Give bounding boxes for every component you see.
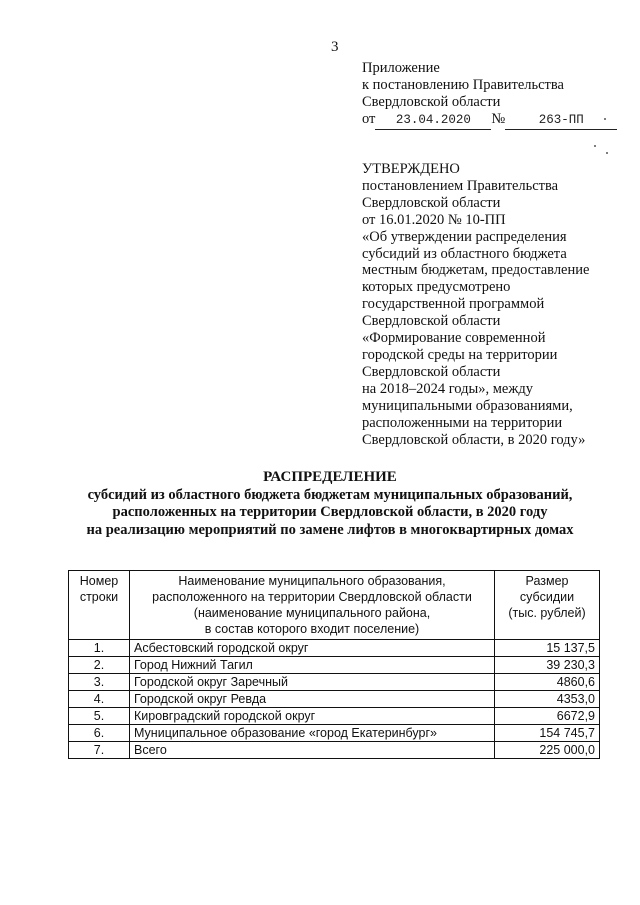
approved-line: расположенными на территории bbox=[362, 414, 563, 431]
header-row-number bbox=[69, 571, 130, 640]
scan-speck bbox=[604, 118, 606, 120]
resolution-number: 263-ПП bbox=[505, 112, 617, 130]
row-amount: 154 745,7 bbox=[495, 725, 600, 742]
approved-line: УТВЕРЖДЕНО bbox=[362, 161, 460, 177]
header-text: строки bbox=[79, 590, 119, 604]
row-number: 7. bbox=[69, 742, 130, 759]
approved-line: Свердловской области, в 2020 году» bbox=[362, 431, 586, 448]
table-row bbox=[69, 657, 600, 674]
table-row-total bbox=[69, 742, 600, 759]
row-number: 6. bbox=[69, 725, 130, 742]
header-text: расположенного на территории Свердловской области bbox=[152, 590, 472, 604]
number-prefix: № bbox=[491, 111, 506, 127]
approved-line: постановлением Правительства bbox=[362, 177, 559, 194]
approved-line: Свердловской области bbox=[362, 313, 501, 330]
appendix-block bbox=[362, 60, 617, 130]
resolution-date: 23.04.2020 bbox=[375, 112, 491, 130]
row-municipality: Кировградский городской округ bbox=[130, 708, 495, 725]
document-title bbox=[40, 469, 620, 539]
header-text: (тыс. рублей) bbox=[508, 606, 586, 620]
approved-line: местным бюджетам, предоставление bbox=[362, 262, 590, 279]
appendix-date-line bbox=[362, 111, 617, 130]
appendix-line: Приложение bbox=[362, 60, 440, 76]
header-municipality bbox=[130, 571, 495, 640]
row-amount: 6672,9 bbox=[495, 708, 600, 725]
row-amount: 39 230,3 bbox=[495, 657, 600, 674]
header-subsidy-amount bbox=[495, 571, 600, 640]
approved-line: субсидий из областного бюджета bbox=[362, 245, 567, 262]
scan-speck bbox=[594, 145, 596, 147]
approved-line: государственной программой bbox=[362, 296, 545, 313]
title-subtitle-line: расположенных на территории Свердловской области, в 2020 году bbox=[112, 504, 548, 520]
row-amount: 225 000,0 bbox=[495, 742, 600, 759]
row-number: 5. bbox=[69, 708, 130, 725]
table-row bbox=[69, 674, 600, 691]
date-prefix: от bbox=[362, 111, 376, 127]
approved-line: муниципальными образованиями, bbox=[362, 397, 573, 414]
row-municipality: Всего bbox=[130, 742, 495, 759]
table-row bbox=[69, 725, 600, 742]
title-subtitle-line: на реализацию мероприятий по замене лифтов в многоквартирных домах bbox=[86, 521, 574, 538]
row-number: 4. bbox=[69, 691, 130, 708]
row-municipality: Асбестовский городской округ bbox=[130, 640, 495, 657]
approved-line: которых предусмотрено bbox=[362, 279, 511, 296]
title-heading: РАСПРЕДЕЛЕНИЕ bbox=[263, 469, 397, 485]
appendix-line: к постановлению Правительства bbox=[362, 77, 564, 93]
row-amount: 4353,0 bbox=[495, 691, 600, 708]
row-municipality: Город Нижний Тагил bbox=[130, 657, 495, 674]
header-text: (наименование муниципального района, bbox=[193, 606, 431, 620]
row-municipality: Городской округ Ревда bbox=[130, 691, 495, 708]
header-text: Номер bbox=[79, 574, 119, 588]
row-municipality: Муниципальное образование «город Екатеринбург» bbox=[130, 725, 495, 742]
row-amount: 15 137,5 bbox=[495, 640, 600, 657]
header-text: Наименование муниципального образования, bbox=[178, 574, 446, 588]
table-row bbox=[69, 691, 600, 708]
row-number: 3. bbox=[69, 674, 130, 691]
appendix-line: Свердловской области bbox=[362, 94, 501, 110]
approved-line: «Об утверждении распределения bbox=[362, 228, 567, 245]
row-number: 1. bbox=[69, 640, 130, 657]
title-subtitle-line: субсидий из областного бюджета бюджетам муниципальных образований, bbox=[87, 486, 573, 503]
table-row bbox=[69, 708, 600, 725]
approved-line: на 2018–2024 годы», между bbox=[362, 380, 533, 397]
row-amount: 4860,6 bbox=[495, 674, 600, 691]
page-number: 3 bbox=[331, 39, 339, 55]
table-row bbox=[69, 640, 600, 657]
approved-line: городской среды на территории bbox=[362, 346, 558, 363]
approved-line: от 16.01.2020 № 10-ПП bbox=[362, 211, 506, 228]
header-text: в состав которого входит поселение) bbox=[204, 622, 420, 636]
approved-block bbox=[362, 161, 589, 448]
header-text: Размер bbox=[525, 574, 569, 588]
header-text: субсидии bbox=[519, 590, 575, 604]
distribution-table bbox=[68, 570, 600, 759]
approved-line: Свердловской области bbox=[362, 363, 501, 380]
row-municipality: Городской округ Заречный bbox=[130, 674, 495, 691]
approved-line: Свердловской области bbox=[362, 194, 501, 211]
row-number: 2. bbox=[69, 657, 130, 674]
approved-line: «Формирование современной bbox=[362, 330, 546, 347]
scan-speck bbox=[606, 152, 608, 154]
table-header-row bbox=[69, 571, 600, 640]
